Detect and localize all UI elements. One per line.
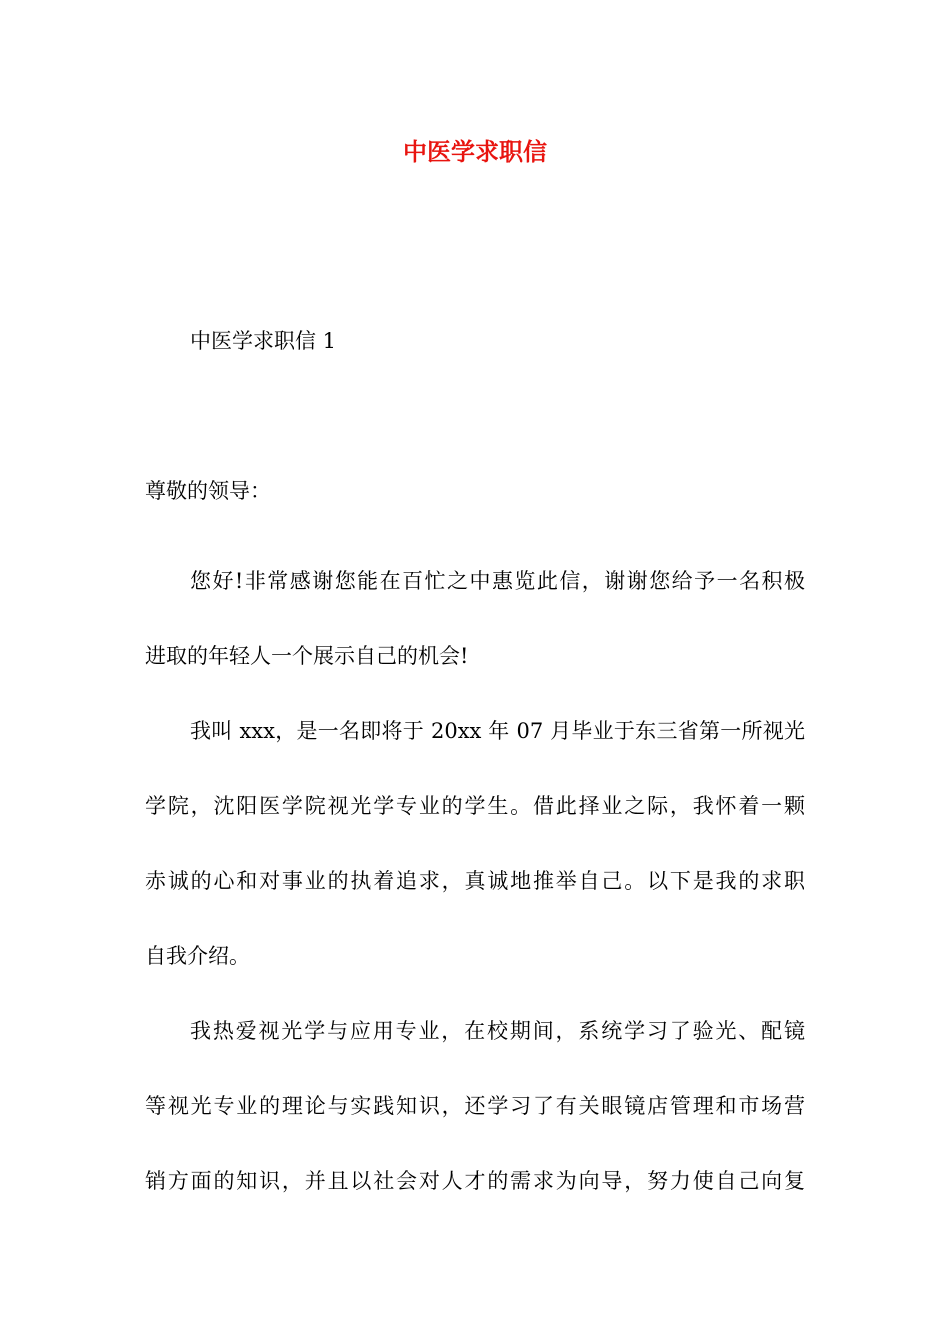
paragraph-line: 销方面的知识，并且以社会对人才的需求为向导，努力使自己向复 (145, 1169, 805, 1193)
paragraph-line: 我叫 xxx，是一名即将于 20xx 年 07 月毕业于东三省第一所视光 (190, 719, 805, 743)
paragraph-line: 您好!非常感谢您能在百忙之中惠览此信，谢谢您给予一名积极 (190, 569, 805, 593)
paragraph-line: 进取的年轻人一个展示自己的机会! (145, 644, 469, 668)
paragraph-line: 我热爱视光学与应用专业，在校期间，系统学习了验光、配镜 (190, 1019, 805, 1043)
paragraph-line: 赤诚的心和对事业的执着追求，真诚地推举自己。以下是我的求职 (145, 869, 805, 893)
letter-body (145, 544, 805, 1219)
paragraph-line: 自我介绍。 (145, 944, 250, 968)
paragraph-line: 等视光专业的理论与实践知识，还学习了有关眼镜店管理和市场营 (145, 1094, 805, 1118)
letter-subheading: 中医学求职信 1 (190, 329, 337, 353)
paragraph-introduction (145, 694, 805, 994)
salutation: 尊敬的领导： (145, 479, 271, 503)
document-title: 中医学求职信 (403, 137, 547, 166)
paragraph-studies (145, 994, 805, 1219)
paragraph-line: 学院，沈阳医学院视光学专业的学生。借此择业之际，我怀着一颗 (145, 794, 805, 818)
paragraph-greeting (145, 544, 805, 694)
